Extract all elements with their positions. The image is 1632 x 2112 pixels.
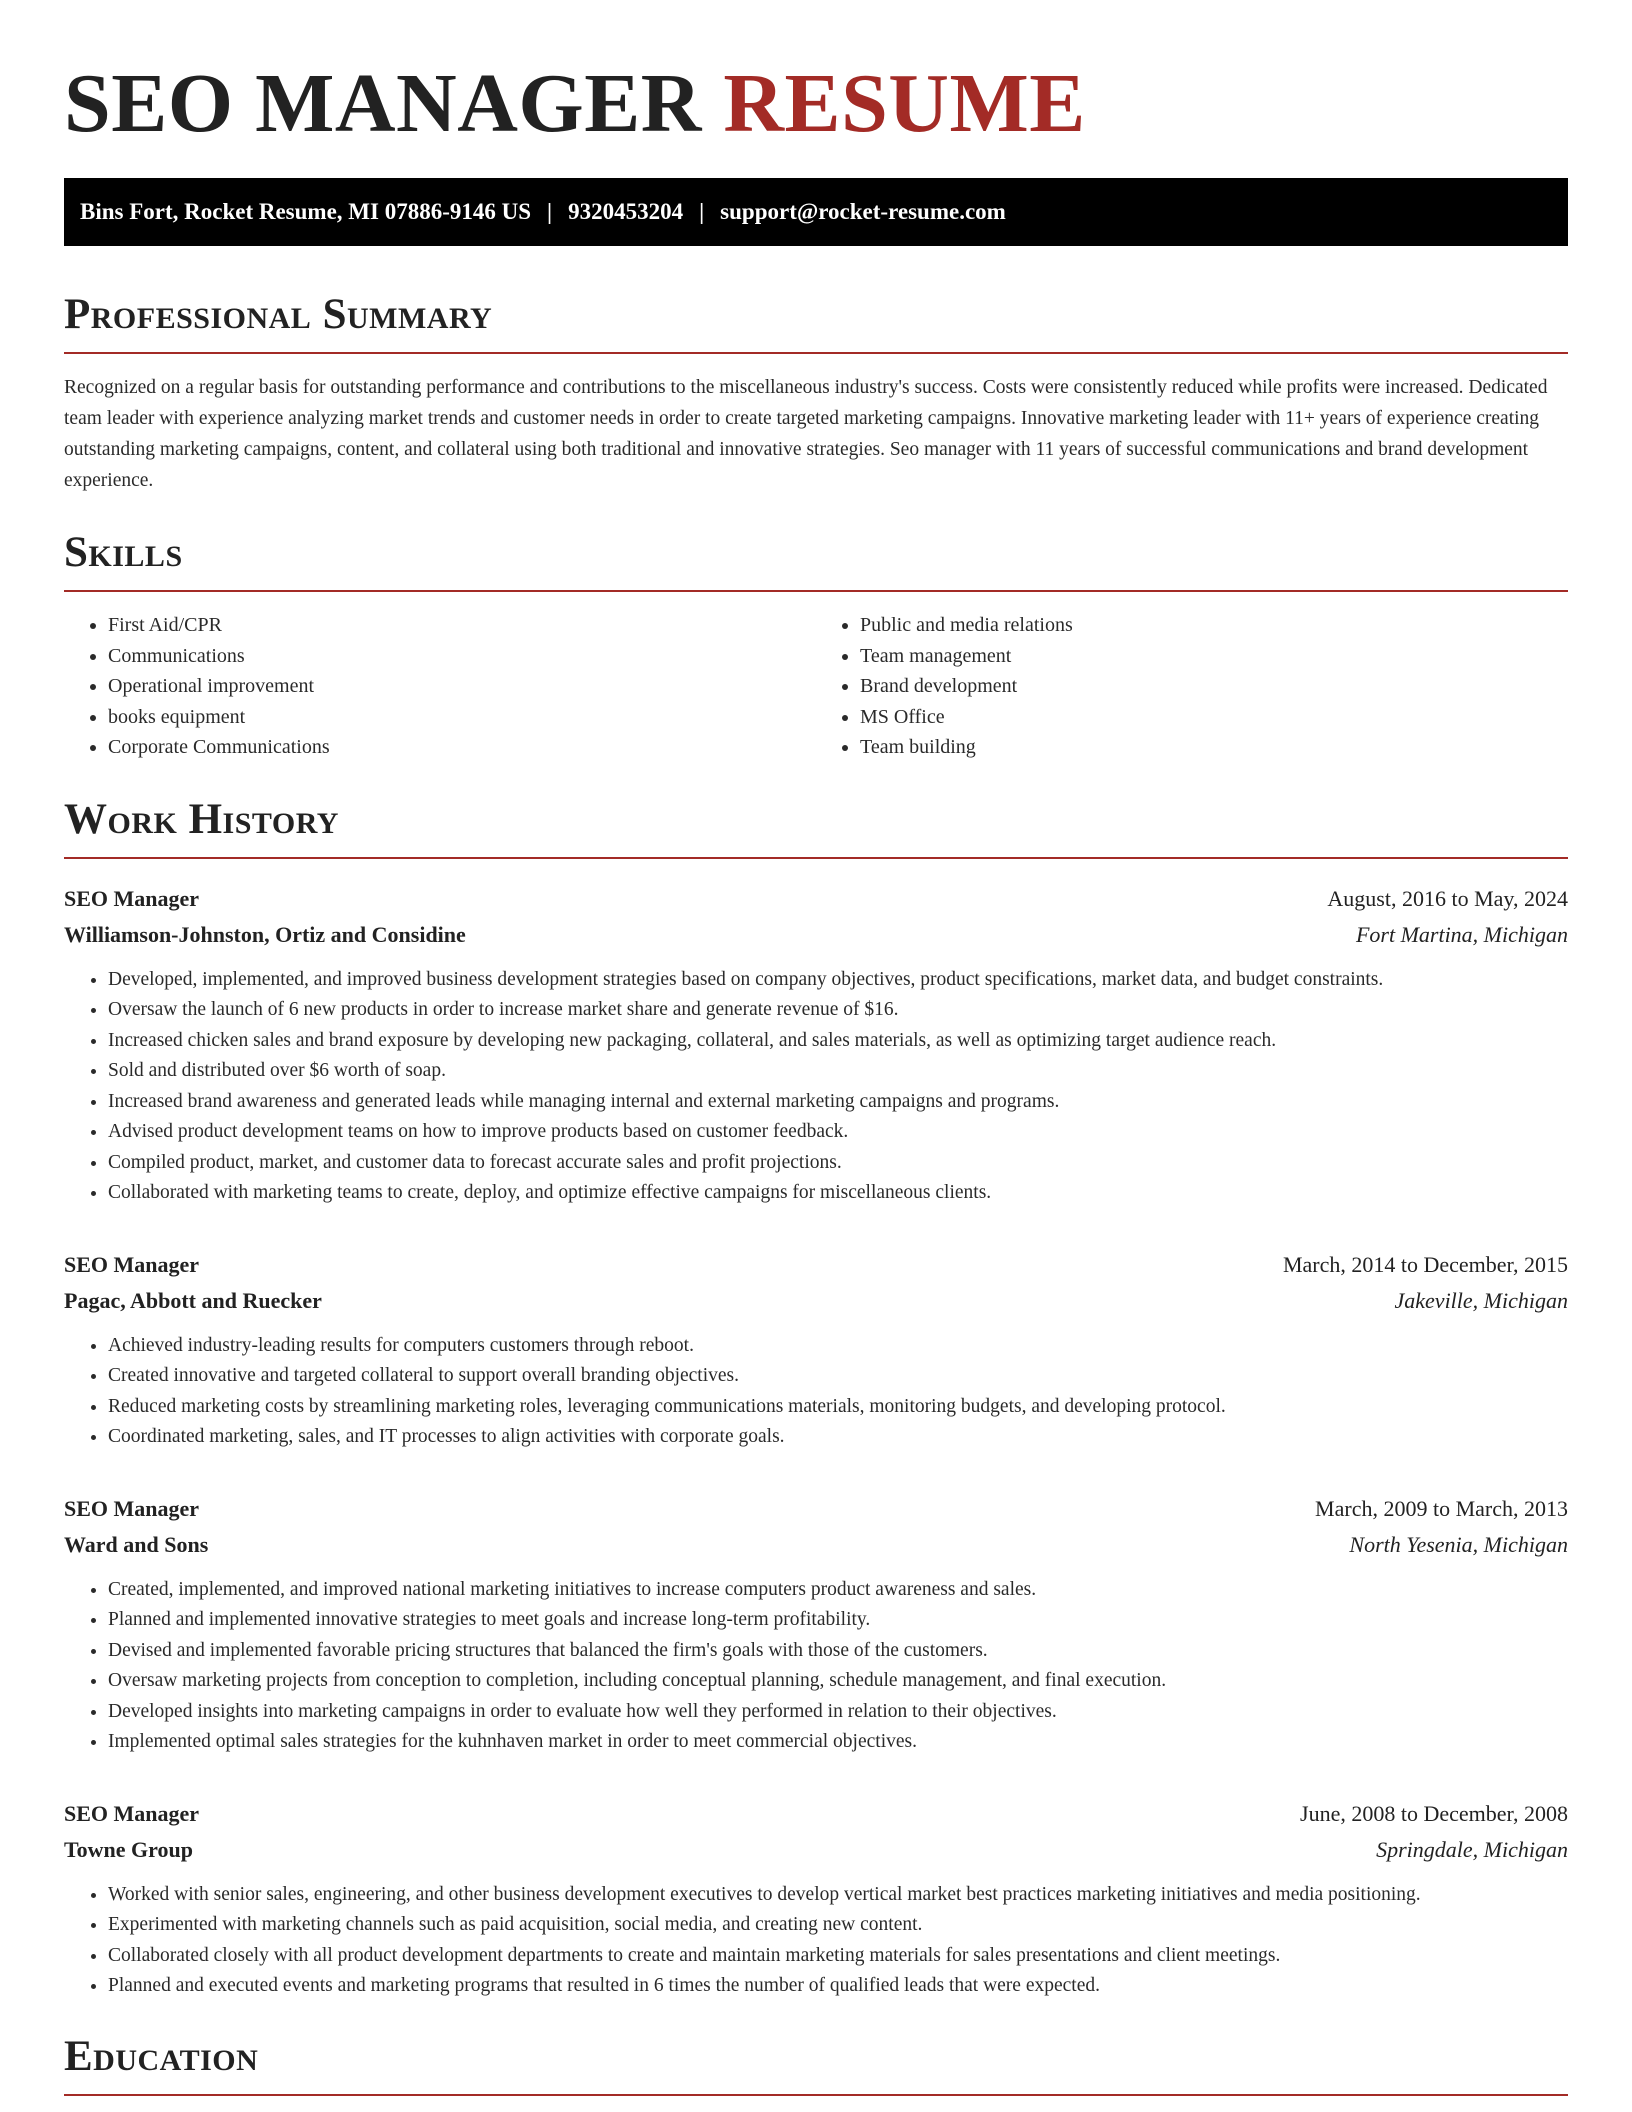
job-header-row: [64, 1247, 1568, 1283]
job-company: Ward and Sons: [64, 1531, 209, 1557]
job-bullet: • Experimented with marketing channels such as paid acquisition, social media, and creating new content.: [108, 1910, 1568, 1941]
job-dates: August, 2016 to May, 2024: [1327, 885, 1568, 911]
skill-item: • Team building: [860, 732, 1568, 763]
summary-text: Recognized on a regular basis for outstanding performance and contributions to the miscellaneous industry's success. Costs were consistently reduced while profits were increased. Dedicated team leader with experience analyzing market trends and customer needs in order to create targeted marketing campaigns. Innovative marketing leader with 11+ years of experience creating outstanding marketing campaigns, content, and collateral using both traditional and innovative strategies. Seo manager with 11 years of successful communications and brand development experience.: [64, 377, 1548, 491]
job-bullet: • Implemented optimal sales strategies for the kuhnhaven market in order to meet commercial objectives.: [108, 1727, 1568, 1758]
resume-title: [64, 56, 1568, 152]
section-divider: [64, 590, 1568, 592]
job-bullets: [64, 1880, 1568, 2002]
job-bullet: • Coordinated marketing, sales, and IT processes to align activities with corporate goals.: [108, 1422, 1568, 1453]
job-location: Fort Martina, Michigan: [1355, 921, 1568, 947]
job-bullet: • Created, implemented, and improved national marketing initiatives to increase computers product awareness and sales.: [108, 1575, 1568, 1606]
job-bullet: • Increased chicken sales and brand exposure by developing new packaging, collateral, and sales materials, as well as optimizing target audience reach.: [108, 1026, 1568, 1057]
skill-item: • Team management: [860, 641, 1568, 672]
job-location: North Yesenia, Michigan: [1349, 1531, 1568, 1557]
job-bullet: • Planned and executed events and marketing programs that resulted in 6 times the number of qualified leads that were expected.: [108, 1971, 1568, 2002]
job-bullet: • Reduced marketing costs by streamlining marketing roles, leveraging communications materials, monitoring budgets, and developing protocol.: [108, 1392, 1568, 1423]
job-company: Williamson-Johnston, Ortiz and Considine: [64, 921, 466, 947]
job-company: Towne Group: [64, 1836, 193, 1862]
section-heading-education: Education: [64, 2032, 259, 2080]
contact-separator: |: [699, 199, 705, 224]
job-title: SEO Manager: [64, 1251, 200, 1277]
job-title: SEO Manager: [64, 885, 200, 911]
job-header-row: [64, 881, 1568, 917]
job-entry: [64, 1491, 1568, 1758]
job-location: Springdale, Michigan: [1376, 1836, 1568, 1862]
contact-bar: [64, 178, 1568, 246]
job-company-row: [64, 1832, 1568, 1868]
section-heading-summary: Professional Summary: [64, 291, 493, 338]
job-bullet: • Developed, implemented, and improved business development strategies based on company objectives, product specifications, market data, and budget constraints.: [108, 965, 1568, 996]
section-heading-work-history: Work History: [64, 795, 339, 843]
section-divider: [64, 352, 1568, 354]
job-bullet: • Oversaw marketing projects from conception to completion, including conceptual planning, schedule management, and final execution.: [108, 1666, 1568, 1697]
job-bullet: • Planned and implemented innovative strategies to meet goals and increase long-term profitability.: [108, 1605, 1568, 1636]
skill-item: • books equipment: [108, 702, 816, 733]
job-bullet: • Collaborated closely with all product development departments to create and maintain marketing materials for sales presentations and client meetings.: [108, 1941, 1568, 1972]
section-divider: [64, 857, 1568, 859]
skills-column-right: [816, 610, 1568, 763]
job-bullet: • Increased brand awareness and generated leads while managing internal and external marketing campaigns and programs.: [108, 1087, 1568, 1118]
skills-column-left: [64, 610, 816, 763]
contact-separator: |: [547, 199, 553, 224]
job-dates: March, 2014 to December, 2015: [1282, 1251, 1568, 1277]
job-bullets: [64, 1575, 1568, 1758]
job-dates: March, 2009 to March, 2013: [1315, 1495, 1568, 1521]
job-bullet: • Collaborated with marketing teams to create, deploy, and optimize effective campaigns for miscellaneous clients.: [108, 1178, 1568, 1209]
title-resume-word: RESUME: [723, 57, 1086, 150]
section-heading-skills: Skills: [64, 529, 183, 576]
job-bullet: • Developed insights into marketing campaigns in order to evaluate how well they performed in relation to their objectives.: [108, 1697, 1568, 1728]
skills-list: [64, 610, 1568, 763]
job-entry: [64, 1796, 1568, 2002]
job-bullet: • Advised product development teams on how to improve products based on customer feedback.: [108, 1117, 1568, 1148]
job-header-row: [64, 1491, 1568, 1527]
job-dates: June, 2008 to December, 2008: [1300, 1800, 1568, 1826]
job-entry: [64, 881, 1568, 1209]
job-bullet: • Created innovative and targeted collateral to support overall branding objectives.: [108, 1361, 1568, 1392]
contact-email: support@rocket-resume.com: [720, 199, 1006, 224]
contact-address: Bins Fort, Rocket Resume, MI 07886-9146 US: [80, 199, 532, 224]
job-company-row: [64, 917, 1568, 953]
job-bullets: [64, 965, 1568, 1209]
job-company-row: [64, 1283, 1568, 1319]
job-bullet: • Compiled product, market, and customer data to forecast accurate sales and profit projections.: [108, 1148, 1568, 1179]
job-company-row: [64, 1527, 1568, 1563]
title-job-name: SEO MANAGER: [64, 57, 702, 150]
skill-item: • Corporate Communications: [108, 732, 816, 763]
contact-phone: 9320453204: [568, 199, 684, 224]
skill-item: • Communications: [108, 641, 816, 672]
job-company: Pagac, Abbott and Ruecker: [64, 1287, 322, 1313]
job-title: SEO Manager: [64, 1800, 200, 1826]
skill-item: • MS Office: [860, 702, 1568, 733]
job-bullet: • Worked with senior sales, engineering, and other business development executives to develop vertical market best practices marketing initiatives and media positioning.: [108, 1880, 1568, 1911]
job-header-row: [64, 1796, 1568, 1832]
job-bullets: [64, 1331, 1568, 1453]
job-bullet: • Sold and distributed over $6 worth of soap.: [108, 1056, 1568, 1087]
skill-item: • Public and media relations: [860, 610, 1568, 641]
job-bullet: • Devised and implemented favorable pricing structures that balanced the firm's goals with those of the customers.: [108, 1636, 1568, 1667]
skill-item: • Operational improvement: [108, 671, 816, 702]
job-bullet: • Oversaw the launch of 6 new products in order to increase market share and generate revenue of $16.: [108, 995, 1568, 1026]
skill-item: • Brand development: [860, 671, 1568, 702]
skill-item: • First Aid/CPR: [108, 610, 816, 641]
job-bullet: • Achieved industry-leading results for computers customers through reboot.: [108, 1331, 1568, 1362]
section-divider: [64, 2094, 1568, 2096]
job-title: SEO Manager: [64, 1495, 200, 1521]
job-location: Jakeville, Michigan: [1394, 1287, 1568, 1313]
job-entry: [64, 1247, 1568, 1453]
